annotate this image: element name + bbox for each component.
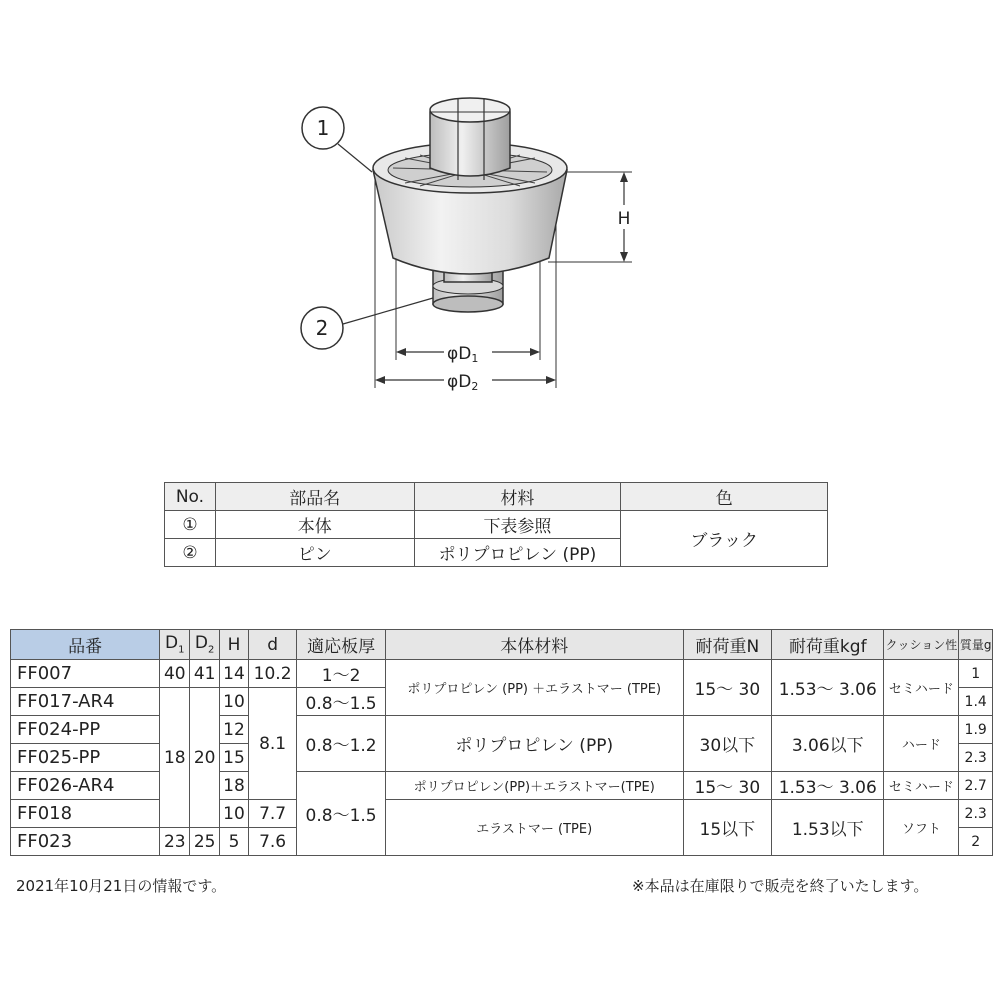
spec-header-load-kgf: 耐荷重kgf — [772, 630, 884, 660]
cell-h: 14 — [220, 660, 249, 688]
item-code: FF026-AR4 — [11, 772, 160, 800]
cell-d: 7.7 — [248, 800, 296, 828]
cell-d: 7.6 — [248, 828, 296, 856]
svg-text:H: H — [617, 209, 631, 229]
cell-h: 5 — [220, 828, 249, 856]
svg-text:1: 1 — [316, 116, 330, 140]
cell-cushion: セミハード — [884, 660, 959, 716]
cell-h: 18 — [220, 772, 249, 800]
cell-plate: 1～2 — [297, 660, 386, 688]
parts-header-material: 材料 — [414, 483, 621, 511]
cell-material: ポリプロピレン (PP) — [385, 716, 683, 772]
parts-name: 本体 — [215, 511, 414, 539]
parts-table — [164, 482, 828, 567]
cell-d2: 25 — [190, 828, 220, 856]
dim-d2 — [375, 368, 556, 393]
spec-header-h: H — [220, 630, 249, 660]
item-code: FF017-AR4 — [11, 688, 160, 716]
cell-load-n: 15以下 — [683, 800, 772, 856]
cell-load-kgf: 1.53～ 3.06 — [772, 660, 884, 716]
cell-h: 10 — [220, 800, 249, 828]
item-code: FF025-PP — [11, 744, 160, 772]
spec-header-material: 本体材料 — [385, 630, 683, 660]
cell-d1: 18 — [160, 688, 190, 828]
parts-header-name: 部品名 — [215, 483, 414, 511]
parts-no: ② — [165, 539, 216, 567]
cell-mass: 1 — [959, 660, 993, 688]
cell-cushion: セミハード — [884, 772, 959, 800]
spec-row — [11, 660, 993, 688]
callout-1 — [302, 107, 372, 172]
svg-text:2: 2 — [315, 316, 329, 340]
cell-mass: 2 — [959, 828, 993, 856]
parts-row — [165, 511, 828, 539]
cell-plate: 0.8～1.5 — [297, 772, 386, 856]
cell-mass: 2.7 — [959, 772, 993, 800]
parts-no: ① — [165, 511, 216, 539]
spec-row — [11, 716, 993, 744]
parts-material: 下表参照 — [414, 511, 621, 539]
spec-row — [11, 772, 993, 800]
cell-load-n: 15～ 30 — [683, 772, 772, 800]
cell-d: 10.2 — [248, 660, 296, 688]
cell-material: ポリプロピレン (PP) ＋エラストマー (TPE) — [385, 660, 683, 716]
cell-h: 15 — [220, 744, 249, 772]
parts-header-row — [165, 483, 828, 511]
cell-mass: 1.9 — [959, 716, 993, 744]
spec-header-row — [11, 630, 993, 660]
parts-header-color: 色 — [621, 483, 828, 511]
spec-header-plate: 適応板厚 — [297, 630, 386, 660]
cell-load-n: 30以下 — [683, 716, 772, 772]
spec-row — [11, 800, 993, 828]
spec-table — [10, 629, 993, 856]
cell-mass: 2.3 — [959, 800, 993, 828]
item-code: FF007 — [11, 660, 160, 688]
spec-header-d2: $D_2$ — [190, 630, 220, 660]
cell-material: エラストマー (TPE) — [385, 800, 683, 856]
callout-2 — [301, 298, 433, 349]
spec-header-mass: 質量g — [959, 630, 993, 660]
cell-mass: 1.4 — [959, 688, 993, 716]
spec-header-d1: $D_1$ — [160, 630, 190, 660]
product-drawing — [0, 0, 1000, 470]
parts-material: ポリプロピレン (PP) — [414, 539, 621, 567]
dim-h — [614, 172, 634, 262]
cell-mass: 2.3 — [959, 744, 993, 772]
cell-d2: 41 — [190, 660, 220, 688]
cell-load-kgf: 1.53～ 3.06 — [772, 772, 884, 800]
cell-load-kgf: 1.53以下 — [772, 800, 884, 856]
slotted-pin — [430, 98, 510, 180]
cell-load-kgf: 3.06以下 — [772, 716, 884, 772]
spec-header-load-n: 耐荷重N — [683, 630, 772, 660]
spec-header-d: d — [248, 630, 296, 660]
cell-d1: 23 — [160, 828, 190, 856]
cell-h: 10 — [220, 688, 249, 716]
svg-text:φD1: φD1 — [447, 344, 479, 365]
cell-material: ポリプロピレン(PP)＋エラストマー(TPE) — [385, 772, 683, 800]
discontinued-note: ※本品は在庫限りで販売を終了いたします。 — [632, 877, 929, 895]
item-code: FF023 — [11, 828, 160, 856]
cell-plate: 0.8～1.5 — [297, 688, 386, 716]
cell-h: 12 — [220, 716, 249, 744]
item-code: FF024-PP — [11, 716, 160, 744]
info-date-note: 2021年10月21日の情報です。 — [16, 877, 227, 895]
spec-header-item: 品番 — [11, 630, 160, 660]
cell-cushion: ハード — [884, 716, 959, 772]
parts-header-no: No. — [165, 483, 216, 511]
parts-name: ピン — [215, 539, 414, 567]
parts-color: ブラック — [621, 511, 828, 567]
cell-load-n: 15～ 30 — [683, 660, 772, 716]
svg-text:φD2: φD2 — [447, 372, 479, 393]
cell-d1: 40 — [160, 660, 190, 688]
dim-d1 — [396, 340, 540, 365]
cell-cushion: ソフト — [884, 800, 959, 856]
cell-d2: 20 — [190, 688, 220, 828]
spec-header-cushion: クッション性 — [884, 630, 959, 660]
cell-d: 8.1 — [248, 688, 296, 800]
item-code: FF018 — [11, 800, 160, 828]
cell-plate: 0.8～1.2 — [297, 716, 386, 772]
